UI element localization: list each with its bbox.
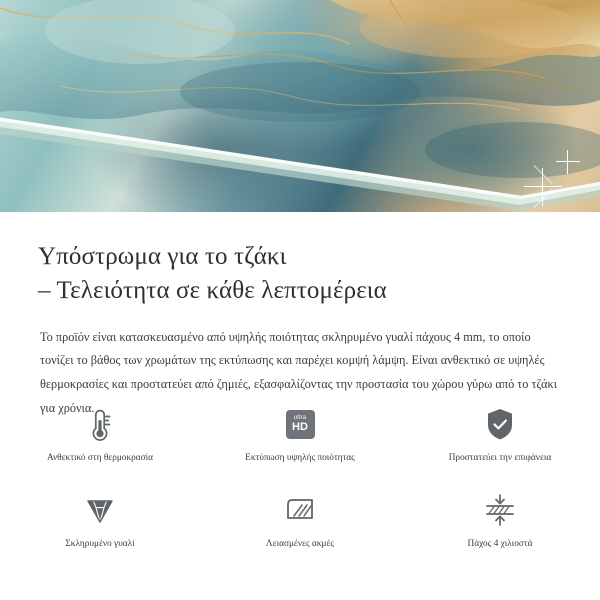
headline-line-2: – Τελειότητα σε κάθε λεπτομέρεια	[38, 276, 387, 304]
thermometer-icon	[83, 402, 117, 446]
hero-image	[0, 0, 600, 212]
feature-print-quality	[200, 402, 400, 480]
thickness-arrows-icon	[481, 488, 519, 532]
feature-surface-protection	[400, 402, 600, 480]
badge-bottom-text: HD	[292, 421, 308, 433]
feature-label: Ανθεκτικό στη θερμοκρασία	[46, 453, 154, 463]
diamond-icon	[80, 488, 120, 532]
polished-edges-icon	[281, 488, 319, 532]
page-title	[0, 212, 600, 308]
text-content	[0, 212, 600, 421]
feature-grid	[0, 402, 600, 566]
feature-heat-resistant	[0, 402, 200, 480]
feature-label: Λειασμένες ακμές	[265, 539, 335, 549]
body-paragraph: Το προϊόν είναι κατασκευασμένο από υψηλής ποιότητας σκληρυμένο γυαλί πάχους 4 mm, το οποίο τονίζει το βάθος των χρωμάτων της εκτύπωσης και παρέχει κομψή λάμψη. Είναι ανθεκτικό σε υψηλές θερμοκρασίες και προστατεύει από ζημιές, εξασφαλίζοντας την προστασία του χώρου γύρω από το τζάκι για χρόνια.	[40, 329, 558, 416]
ultra-hd-badge-icon	[286, 402, 315, 446]
badge-top-text: ultra	[293, 415, 307, 421]
feature-label: Προστατεύει την επιφάνεια	[448, 453, 552, 463]
feature-tempered-glass	[0, 488, 200, 566]
feature-thickness	[400, 488, 600, 566]
feature-label: Εκτύπωση υψηλής ποιότητας	[245, 453, 355, 463]
headline-line-1: Υπόστρωμα για το τζάκι	[38, 243, 287, 270]
shield-check-icon	[483, 402, 517, 446]
feature-label: Πάχος 4 χιλιοστά	[467, 539, 533, 549]
feature-polished-edges	[200, 488, 400, 566]
feature-label: Σκληρυμένο γυαλί	[65, 539, 135, 549]
